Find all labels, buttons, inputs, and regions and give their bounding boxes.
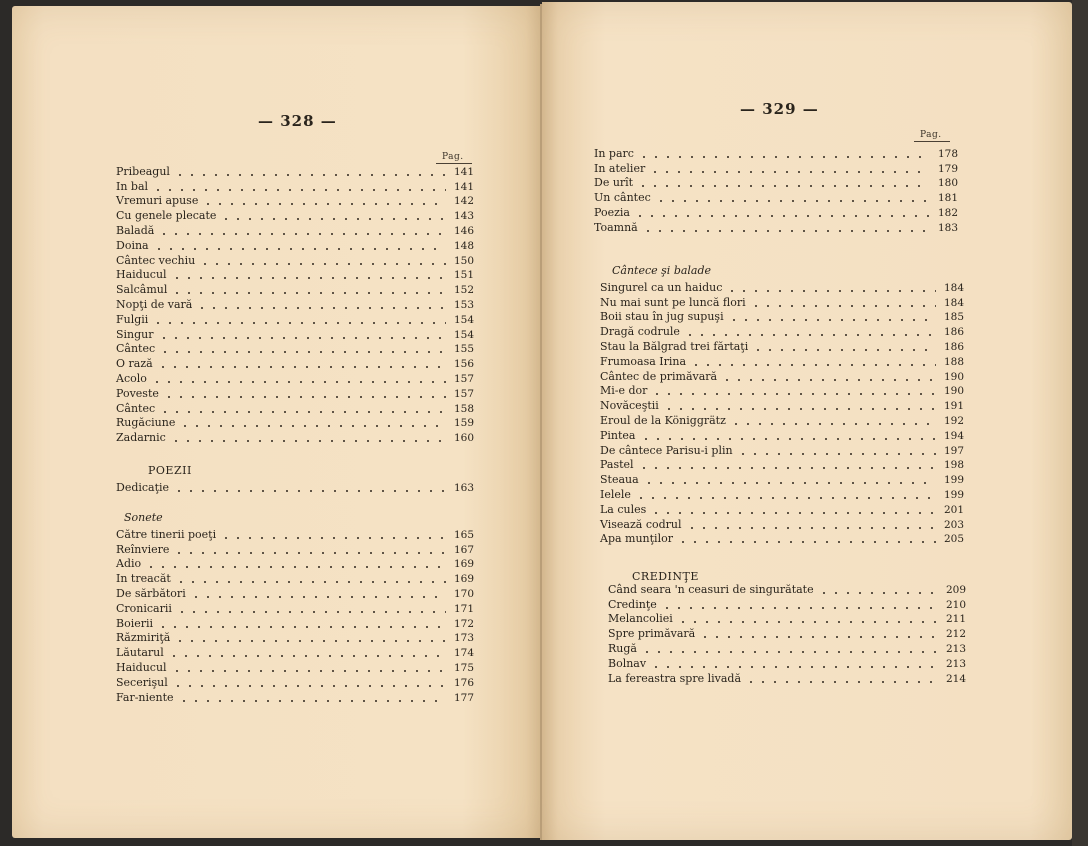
dot-leader <box>158 233 446 235</box>
toc-entry-title: Dragă codrule <box>600 325 680 339</box>
toc-entry-title: Novăceştii <box>600 399 659 413</box>
toc-entry-title: Boierii <box>116 616 154 630</box>
toc-entry <box>116 297 474 312</box>
toc-entry-page-number: 156 <box>453 358 474 371</box>
toc-entry-page-number: 158 <box>453 402 474 415</box>
toc-entry-page-number: 165 <box>453 528 474 541</box>
toc-entry <box>600 398 964 413</box>
toc-entry-page-number: 198 <box>943 459 964 472</box>
toc-entry <box>600 384 964 399</box>
toc-entry <box>116 527 474 542</box>
dot-leader <box>643 482 936 484</box>
toc-entry <box>608 626 966 641</box>
toc-entry-page-number: 173 <box>453 632 474 645</box>
section-heading-cantece: Cântece şi balade <box>612 264 712 277</box>
toc-entry-title: Către tinerii poeţi <box>116 527 217 541</box>
toc-entry-page-number: 186 <box>943 326 964 339</box>
toc-entry-page-number: 169 <box>453 573 474 586</box>
dot-leader <box>173 490 446 492</box>
toc-entry <box>608 597 966 612</box>
book-background-edge <box>1072 0 1088 846</box>
dot-leader <box>220 537 446 539</box>
toc-entry-title: Mi-e dor <box>600 384 648 398</box>
toc-entry <box>594 161 958 176</box>
dot-leader <box>649 171 930 173</box>
toc-entry <box>116 238 474 253</box>
toc-entry-page-number: 141 <box>453 165 474 178</box>
toc-entry <box>116 690 474 705</box>
toc-entry <box>608 656 966 671</box>
dot-leader <box>818 592 938 594</box>
dot-leader <box>745 681 938 683</box>
toc-entry <box>600 280 964 295</box>
toc-entry <box>116 342 474 357</box>
toc-entry <box>116 386 474 401</box>
toc-entry <box>600 458 964 473</box>
toc-entry <box>116 253 474 268</box>
toc-entry-title: Salcâmul <box>116 283 168 297</box>
dot-leader <box>159 411 446 413</box>
toc-entry-title: Lăutarul <box>116 646 164 660</box>
toc-entry-title: Fulgii <box>116 312 149 326</box>
toc-entry-title: Apa munţilor <box>600 532 673 546</box>
toc-entry <box>600 428 964 443</box>
toc-list-left-main <box>116 164 474 445</box>
toc-entry-page-number: 199 <box>943 474 964 487</box>
toc-entry-page-number: 174 <box>453 647 474 660</box>
toc-entry-title: De cântece Parisu-i plin <box>600 443 733 457</box>
toc-entry-title: Poezia <box>594 205 630 219</box>
dot-leader <box>677 621 938 623</box>
toc-entry-page-number: 151 <box>453 269 474 282</box>
toc-entry-page-number: 170 <box>453 587 474 600</box>
toc-entry-page-number: 190 <box>943 370 964 383</box>
dot-leader <box>638 156 930 158</box>
toc-entry-title: Baladă <box>116 223 155 237</box>
toc-entry-title: Singur <box>116 327 154 341</box>
toc-entry-title: Cronicarii <box>116 601 172 615</box>
toc-entry <box>600 295 964 310</box>
dot-leader <box>640 438 937 440</box>
dot-leader <box>730 423 936 425</box>
toc-entry <box>116 282 474 297</box>
toc-entry-page-number: 214 <box>945 672 966 685</box>
right-page <box>542 2 1072 840</box>
toc-entry-title: Secerişul <box>116 675 168 689</box>
dot-leader <box>190 596 446 598</box>
toc-entry-page-number: 211 <box>945 613 966 626</box>
dot-leader <box>635 497 936 499</box>
dot-leader <box>171 670 446 672</box>
dot-leader <box>728 319 936 321</box>
dot-leader <box>196 307 446 309</box>
toc-entry-page-number: 199 <box>943 488 964 501</box>
toc-entry-title: Poveste <box>116 386 159 400</box>
toc-entry <box>608 671 966 686</box>
toc-entry-page-number: 209 <box>945 583 966 596</box>
toc-entry <box>116 268 474 283</box>
section-heading-poezii: POEZII <box>148 464 192 477</box>
toc-entry-page-number: 155 <box>453 343 474 356</box>
toc-entry-title: Haiducul <box>116 268 167 282</box>
toc-entry-title: Rugă <box>608 641 637 655</box>
toc-entry <box>600 324 964 339</box>
toc-entry <box>116 616 474 631</box>
dot-leader <box>721 379 936 381</box>
toc-entry-page-number: 213 <box>945 657 966 670</box>
toc-entry <box>116 179 474 194</box>
toc-entry-page-number: 148 <box>453 239 474 252</box>
pag-header-right: Pag. <box>920 130 942 140</box>
dot-leader <box>661 607 938 609</box>
toc-entry-title: Boii stau în jug supuşi <box>600 310 724 324</box>
dot-leader <box>642 230 930 232</box>
toc-entry <box>594 176 958 191</box>
dot-leader <box>220 218 446 220</box>
toc-entry-title: Toamnă <box>594 220 638 234</box>
dot-leader <box>158 337 446 339</box>
toc-entry-page-number: 210 <box>945 598 966 611</box>
toc-entry-title: De sărbători <box>116 586 186 600</box>
toc-entry <box>608 612 966 627</box>
dot-leader <box>655 200 930 202</box>
dot-leader <box>163 396 446 398</box>
toc-entry-title: In bal <box>116 179 149 193</box>
toc-entry <box>594 205 958 220</box>
toc-entry <box>116 645 474 660</box>
toc-list-poezii <box>116 480 474 495</box>
toc-entry-page-number: 183 <box>937 221 958 234</box>
toc-entry-title: Credinţe <box>608 597 657 611</box>
toc-entry-title: Cântec <box>116 342 156 356</box>
dot-leader <box>152 189 446 191</box>
toc-entry-page-number: 197 <box>943 444 964 457</box>
toc-entry-page-number: 150 <box>453 254 474 267</box>
toc-entry-page-number: 181 <box>937 192 958 205</box>
toc-entry <box>116 356 474 371</box>
dot-leader <box>153 248 446 250</box>
toc-entry <box>600 472 964 487</box>
toc-entry-title: De urît <box>594 176 634 190</box>
toc-entry <box>116 557 474 572</box>
toc-entry <box>600 517 964 532</box>
toc-entry-title: Răzmiriţă <box>116 631 171 645</box>
dot-leader <box>174 640 446 642</box>
dot-leader <box>159 351 446 353</box>
toc-entry-title: Zadarnic <box>116 431 166 445</box>
dot-leader <box>650 666 938 668</box>
toc-entry-page-number: 154 <box>453 328 474 341</box>
toc-entry-title: La fereastra spre livadă <box>608 671 742 685</box>
toc-entry-title: Vremuri apuse <box>116 194 199 208</box>
toc-list-right-main <box>594 146 958 235</box>
toc-entry-title: Când seara 'n ceasuri de singurătate <box>608 582 814 596</box>
dot-leader <box>168 655 446 657</box>
toc-entry <box>116 164 474 179</box>
toc-entry-page-number: 157 <box>453 387 474 400</box>
toc-entry-page-number: 194 <box>943 429 964 442</box>
toc-entry-title: Rugăciune <box>116 416 176 430</box>
left-page <box>12 6 542 838</box>
toc-entry <box>116 480 474 495</box>
toc-entry-title: Doina <box>116 238 149 252</box>
pag-header-left: Pag. <box>442 152 464 162</box>
toc-entry-page-number: 167 <box>453 543 474 556</box>
toc-entry-page-number: 169 <box>453 558 474 571</box>
dot-leader <box>637 185 930 187</box>
dot-leader <box>145 566 446 568</box>
toc-entry-page-number: 184 <box>943 281 964 294</box>
toc-entry-title: Haiducul <box>116 660 167 674</box>
toc-entry <box>594 220 958 235</box>
toc-entry-title: Cu genele plecate <box>116 209 217 223</box>
toc-entry-title: Far-niente <box>116 690 174 704</box>
toc-entry-title: Reînviere <box>116 542 170 556</box>
toc-entry-page-number: 213 <box>945 642 966 655</box>
toc-entry-page-number: 192 <box>943 414 964 427</box>
toc-entry-page-number: 152 <box>453 284 474 297</box>
toc-entry-page-number: 178 <box>937 147 958 160</box>
toc-entry-title: Singurel ca un haiduc <box>600 280 723 294</box>
toc-entry <box>594 146 958 161</box>
toc-entry-page-number: 142 <box>453 195 474 208</box>
toc-entry <box>116 223 474 238</box>
dot-leader <box>178 700 446 702</box>
toc-entry <box>600 413 964 428</box>
toc-list-sonete <box>116 527 474 705</box>
toc-entry-page-number: 184 <box>943 296 964 309</box>
toc-entry-title: Steaua <box>600 473 639 487</box>
toc-entry-title: Ielele <box>600 487 631 501</box>
toc-entry-title: La cules <box>600 502 647 516</box>
toc-entry <box>116 401 474 416</box>
dot-leader <box>171 292 446 294</box>
dot-leader <box>690 364 936 366</box>
toc-entry <box>116 586 474 601</box>
toc-entry-page-number: 141 <box>453 180 474 193</box>
section-heading-credinte: CREDINŢE <box>632 570 699 583</box>
dot-leader <box>737 453 936 455</box>
toc-entry-title: In parc <box>594 146 634 160</box>
dot-leader <box>699 636 938 638</box>
dot-leader <box>170 440 446 442</box>
toc-entry-page-number: 143 <box>453 210 474 223</box>
dot-leader <box>157 626 446 628</box>
toc-entry <box>116 208 474 223</box>
toc-entry-title: Spre primăvară <box>608 627 696 641</box>
toc-entry <box>116 371 474 386</box>
toc-entry-page-number: 176 <box>453 676 474 689</box>
dot-leader <box>651 393 936 395</box>
toc-entry-title: Acolo <box>116 371 147 385</box>
toc-entry-page-number: 172 <box>453 617 474 630</box>
toc-entry-title: Pribeagul <box>116 164 170 178</box>
toc-entry <box>116 194 474 209</box>
toc-entry-page-number: 153 <box>453 298 474 311</box>
dot-leader <box>179 425 446 427</box>
toc-entry-page-number: 212 <box>945 628 966 641</box>
toc-entry-page-number: 179 <box>937 162 958 175</box>
section-heading-sonete: Sonete <box>124 511 163 524</box>
dot-leader <box>172 685 446 687</box>
toc-entry-page-number: 188 <box>943 355 964 368</box>
toc-entry-page-number: 177 <box>453 691 474 704</box>
toc-entry <box>600 487 964 502</box>
toc-entry <box>608 641 966 656</box>
toc-entry <box>116 660 474 675</box>
dot-leader <box>176 611 446 613</box>
toc-entry <box>116 571 474 586</box>
toc-entry <box>600 532 964 547</box>
toc-entry-title: Melancoliei <box>608 612 673 626</box>
toc-entry-title: In treacăt <box>116 572 171 586</box>
dot-leader <box>174 174 446 176</box>
toc-entry-title: O rază <box>116 357 153 371</box>
toc-entry-page-number: 163 <box>453 481 474 494</box>
toc-entry <box>600 339 964 354</box>
toc-entry-title: Cântec <box>116 401 156 415</box>
toc-entry-page-number: 160 <box>453 432 474 445</box>
toc-entry <box>116 675 474 690</box>
dot-leader <box>641 651 938 653</box>
toc-entry-page-number: 182 <box>937 206 958 219</box>
toc-entry <box>600 502 964 517</box>
dot-leader <box>663 408 936 410</box>
toc-entry-title: Pastel <box>600 458 634 472</box>
dot-leader <box>173 552 446 554</box>
toc-entry-page-number: 205 <box>943 533 964 546</box>
toc-entry-page-number: 186 <box>943 340 964 353</box>
dot-leader <box>638 467 936 469</box>
dot-leader <box>752 349 936 351</box>
toc-entry <box>600 443 964 458</box>
toc-entry-page-number: 180 <box>937 177 958 190</box>
dot-leader <box>726 290 936 292</box>
toc-entry <box>116 631 474 646</box>
toc-entry-page-number: 191 <box>943 400 964 413</box>
toc-entry <box>594 190 958 205</box>
toc-entry <box>116 601 474 616</box>
dot-leader <box>634 215 930 217</box>
toc-entry-page-number: 175 <box>453 661 474 674</box>
dot-leader <box>171 277 446 279</box>
dot-leader <box>686 527 936 529</box>
dot-leader <box>750 305 936 307</box>
dot-leader <box>151 381 446 383</box>
dot-leader <box>175 581 446 583</box>
toc-entry-page-number: 190 <box>943 385 964 398</box>
toc-entry-title: Un cântec <box>594 191 651 205</box>
toc-entry-page-number: 157 <box>453 372 474 385</box>
toc-entry <box>600 310 964 325</box>
toc-entry-page-number: 171 <box>453 602 474 615</box>
toc-entry-title: Visează codrul <box>600 517 682 531</box>
toc-list-credinte <box>608 582 966 686</box>
toc-entry-page-number: 159 <box>453 417 474 430</box>
toc-entry-title: In atelier <box>594 161 646 175</box>
page-number-left: — 328 — <box>258 112 337 130</box>
toc-entry-title: Pintea <box>600 428 636 442</box>
toc-entry <box>116 312 474 327</box>
toc-entry-title: Eroul de la Königgrätz <box>600 413 726 427</box>
toc-entry <box>608 582 966 597</box>
toc-entry-page-number: 146 <box>453 224 474 237</box>
toc-entry <box>116 542 474 557</box>
toc-entry-title: Cântec de primăvară <box>600 369 718 383</box>
toc-entry-title: Dedicaţie <box>116 480 170 494</box>
toc-entry-title: Nu mai sunt pe luncă flori <box>600 295 746 309</box>
toc-entry-page-number: 203 <box>943 518 964 531</box>
toc-entry-title: Bolnav <box>608 656 647 670</box>
toc-entry-page-number: 154 <box>453 313 474 326</box>
toc-entry-title: Stau la Bălgrad trei fărtaţi <box>600 339 749 353</box>
toc-entry <box>600 354 964 369</box>
toc-entry-title: Cântec vechiu <box>116 253 196 267</box>
dot-leader <box>684 334 936 336</box>
toc-entry-title: Adio <box>116 557 142 571</box>
toc-entry <box>116 416 474 431</box>
toc-entry <box>600 369 964 384</box>
toc-entry <box>116 430 474 445</box>
toc-entry-page-number: 185 <box>943 311 964 324</box>
dot-leader <box>202 203 446 205</box>
toc-entry <box>116 327 474 342</box>
page-number-right: — 329 — <box>740 100 819 118</box>
dot-leader <box>199 263 446 265</box>
toc-list-cantece <box>600 280 964 546</box>
dot-leader <box>650 512 936 514</box>
toc-entry-title: Frumoasa Irina <box>600 354 687 368</box>
toc-entry-page-number: 201 <box>943 503 964 516</box>
dot-leader <box>677 541 936 543</box>
dot-leader <box>157 366 446 368</box>
dot-leader <box>152 322 446 324</box>
toc-entry-title: Nopţi de vară <box>116 297 193 311</box>
